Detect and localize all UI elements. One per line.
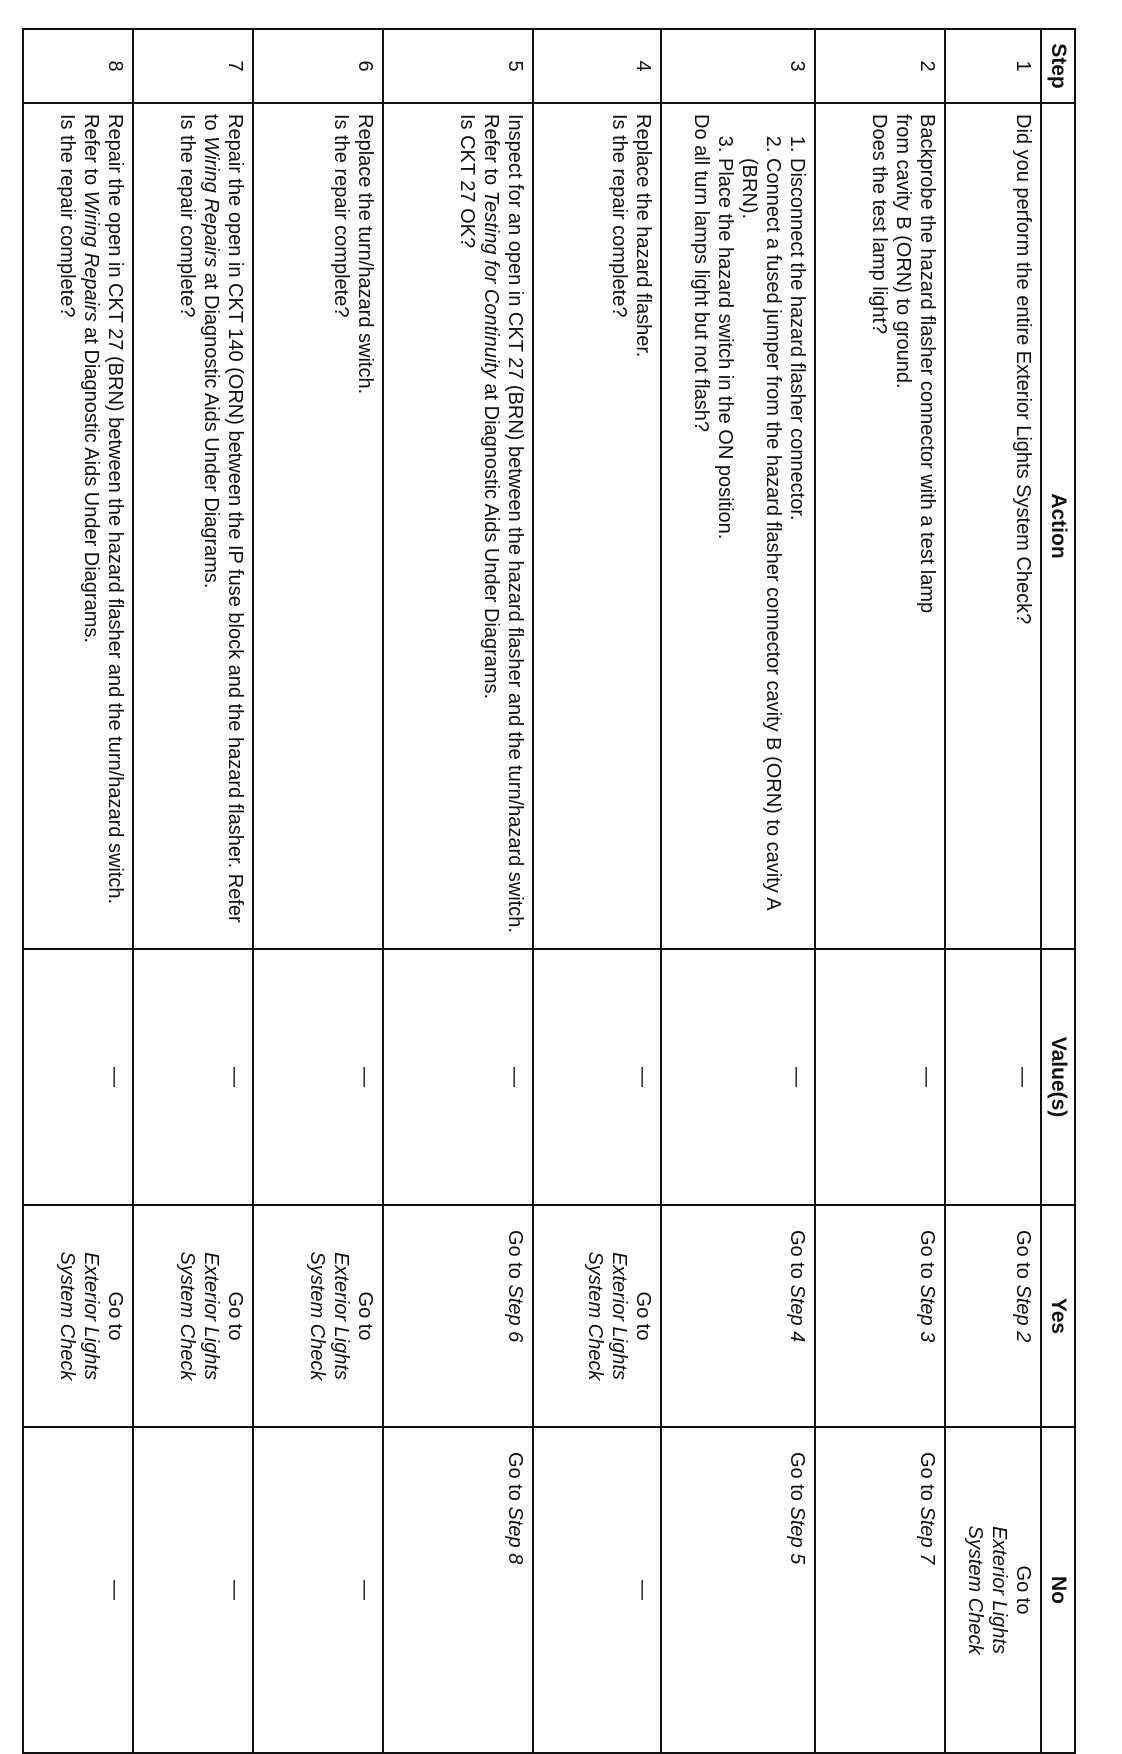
table-row	[383, 29, 533, 1753]
table-row	[253, 29, 383, 1753]
action-question: Is the repair complete?	[608, 114, 630, 318]
header-yes: Yes	[1041, 1205, 1075, 1427]
yes-cell	[661, 1205, 815, 1427]
yes-link-line-2[interactable]: System Check	[306, 1251, 328, 1381]
yes-step-link[interactable]: Step 6	[504, 1284, 526, 1343]
table-row	[533, 29, 661, 1753]
no-link-line-1[interactable]: Exterior Lights	[988, 1526, 1010, 1654]
step-number: 3	[661, 29, 815, 103]
yes-prefix: Go to	[354, 1291, 376, 1341]
yes-link-line-1[interactable]: Exterior Lights	[608, 1252, 630, 1380]
header-step: Step	[1041, 29, 1075, 103]
no-prefix: Go to	[504, 1452, 526, 1507]
action-cell	[533, 103, 661, 949]
yes-cell	[945, 1205, 1041, 1427]
step-number: 5	[383, 29, 533, 103]
no-cell: —	[533, 1427, 661, 1753]
action-question: Does the test lamp light?	[868, 114, 890, 335]
yes-cell	[253, 1205, 383, 1427]
yes-prefix: Go to	[224, 1291, 246, 1341]
no-prefix: Go to	[1012, 1565, 1034, 1615]
yes-prefix: Go to	[1012, 1230, 1034, 1285]
table-row	[133, 29, 253, 1753]
value-cell: —	[945, 949, 1041, 1205]
action-text: at Diagnostic Aids Under Diagrams.	[80, 321, 102, 643]
no-step-link[interactable]: Step 5	[786, 1506, 808, 1565]
yes-prefix: Go to	[916, 1230, 938, 1285]
action-question: Is the repair complete?	[56, 114, 78, 318]
header-action: Action	[1041, 103, 1075, 949]
substep-item: 2. Connect a fused jumper from the hazard flasher connector cavity B (ORN) to cavity A (BRN).	[737, 158, 785, 938]
action-paragraph	[79, 114, 127, 938]
yes-cell	[533, 1205, 661, 1427]
table-row	[23, 29, 133, 1753]
yes-cell	[815, 1205, 945, 1427]
no-cell: —	[253, 1427, 383, 1753]
no-step-link[interactable]: Step 7	[916, 1506, 938, 1565]
step-number: 1	[945, 29, 1041, 103]
header-values: Value(s)	[1041, 949, 1075, 1205]
no-link-line-2[interactable]: System Check	[964, 1525, 986, 1655]
rotated-table-container	[22, 28, 1076, 1752]
table-row	[815, 29, 945, 1753]
yes-cell	[23, 1205, 133, 1427]
value-cell: —	[533, 949, 661, 1205]
yes-link-line-1[interactable]: Exterior Lights	[200, 1252, 222, 1380]
value-cell: —	[815, 949, 945, 1205]
header-row	[1041, 29, 1075, 1753]
action-text: Repair the open in CKT 140 (ORN) between the IP fuse block and the hazard flasher. Refer to	[200, 114, 246, 923]
action-question: Is the repair complete?	[330, 114, 352, 318]
table-row	[945, 29, 1041, 1753]
yes-step-link[interactable]: Step 2	[1012, 1284, 1034, 1343]
no-step-link[interactable]: Step 8	[504, 1506, 526, 1565]
yes-prefix: Go to	[632, 1291, 654, 1341]
substep-list	[713, 114, 809, 938]
step-number: 7	[133, 29, 253, 103]
value-cell: —	[383, 949, 533, 1205]
action-line: Replace the hazard flasher.	[632, 114, 654, 358]
no-prefix: Go to	[916, 1452, 938, 1507]
no-prefix: Go to	[786, 1452, 808, 1507]
action-cell	[23, 103, 133, 949]
no-cell: —	[133, 1427, 253, 1753]
action-line: Replace the turn/hazard switch.	[354, 114, 376, 395]
action-question: Do all turn lamps light but not flash?	[690, 114, 712, 432]
substep-item: 1. Disconnect the hazard flasher connector.	[785, 158, 809, 938]
yes-link-line-1[interactable]: Exterior Lights	[80, 1252, 102, 1380]
no-cell: —	[23, 1427, 133, 1753]
action-text: at Diagnostic Aids Under Diagrams.	[480, 377, 502, 700]
action-paragraph	[199, 114, 247, 938]
yes-link-line-2[interactable]: System Check	[56, 1251, 78, 1381]
action-text: Inspect for an open in CKT 27 (BRN) between the hazard flasher and the turn/hazard switch. Refer to	[480, 114, 526, 933]
action-text: Repair the open in CKT 27 (BRN) between the hazard flasher and the turn/hazard switch. Refer to	[80, 114, 126, 905]
yes-prefix: Go to	[786, 1230, 808, 1285]
action-line: Backprobe the hazard flasher connector with a test lamp	[916, 114, 938, 614]
yes-link-line-2[interactable]: System Check	[584, 1251, 606, 1381]
action-cell	[815, 103, 945, 949]
action-question: Is CKT 27 OK?	[456, 114, 478, 249]
action-reference-link[interactable]: Testing for Continuity	[480, 190, 502, 378]
value-cell: —	[661, 949, 815, 1205]
yes-cell	[383, 1205, 533, 1427]
action-line: from cavity B (ORN) to ground.	[892, 114, 914, 389]
action-paragraph	[479, 114, 527, 938]
header-no: No	[1041, 1427, 1075, 1753]
yes-prefix: Go to	[104, 1291, 126, 1341]
value-cell: —	[133, 949, 253, 1205]
diagnostic-table	[22, 28, 1076, 1754]
action-reference-link[interactable]: Wiring Repairs	[200, 136, 222, 268]
no-cell	[945, 1427, 1041, 1753]
no-cell	[383, 1427, 533, 1753]
action-cell	[661, 103, 815, 949]
yes-prefix: Go to	[504, 1230, 526, 1285]
yes-step-link[interactable]: Step 4	[786, 1284, 808, 1343]
substep-item: 3. Place the hazard switch in the ON position.	[713, 158, 737, 938]
action-text: at Diagnostic Aids Under Diagrams.	[200, 267, 222, 589]
table-row	[661, 29, 815, 1753]
action-cell	[133, 103, 253, 949]
action-text: Did you perform the entire Exterior Lights System Check?	[1012, 114, 1034, 625]
action-question: Is the repair complete?	[176, 114, 198, 318]
step-number: 4	[533, 29, 661, 103]
action-cell	[253, 103, 383, 949]
no-cell	[815, 1427, 945, 1753]
step-number: 2	[815, 29, 945, 103]
value-cell: —	[23, 949, 133, 1205]
step-number: 6	[253, 29, 383, 103]
action-reference-link[interactable]: Wiring Repairs	[80, 190, 102, 322]
action-cell	[945, 103, 1041, 949]
action-cell	[383, 103, 533, 949]
yes-step-link[interactable]: Step 3	[916, 1284, 938, 1343]
yes-link-line-2[interactable]: System Check	[176, 1251, 198, 1381]
no-cell	[661, 1427, 815, 1753]
step-number: 8	[23, 29, 133, 103]
yes-cell	[133, 1205, 253, 1427]
yes-link-line-1[interactable]: Exterior Lights	[330, 1252, 352, 1380]
value-cell: —	[253, 949, 383, 1205]
